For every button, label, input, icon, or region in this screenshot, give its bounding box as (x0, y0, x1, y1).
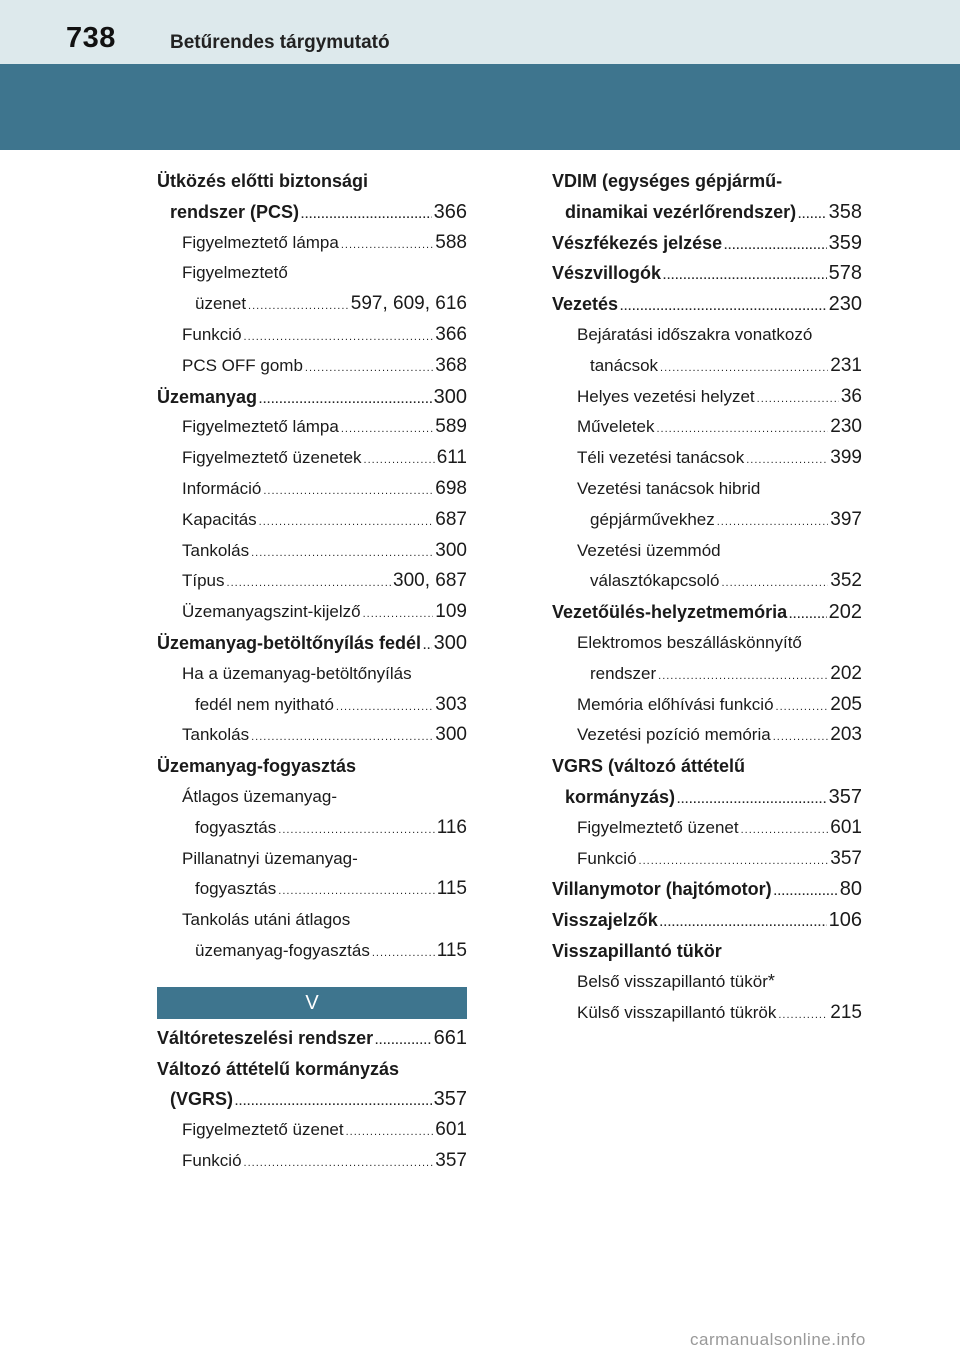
index-subentry (552, 474, 862, 505)
entry-label: Figyelmeztető lámpa (182, 232, 339, 252)
entry-label: Kapacitás (182, 509, 257, 529)
index-subentry (157, 690, 467, 721)
entry-label: Figyelmeztető lámpa (182, 417, 339, 437)
dot-leader (620, 292, 827, 323)
index-subentry (157, 1146, 467, 1177)
page-reference: 357 (433, 1088, 467, 1111)
entry-label: VGRS (változó áttételű (552, 756, 746, 777)
index-subentry (157, 351, 467, 382)
entry-label: Funkció (182, 324, 242, 344)
entry-label: Funkció (182, 1150, 242, 1170)
index-entry (552, 197, 862, 228)
index-subentry (552, 536, 862, 567)
dot-leader (658, 661, 828, 692)
dot-leader (746, 445, 828, 476)
page-reference: 357 (828, 785, 862, 808)
index-subentry (157, 905, 467, 936)
page-reference: 698 (435, 477, 467, 499)
entry-label: Bejáratási időszakra vonatkozó (577, 324, 813, 344)
page-reference: 205 (830, 693, 862, 715)
entry-label: Típus (182, 571, 225, 591)
dot-leader (244, 322, 434, 353)
entry-label: Vészfékezés jelzése (552, 232, 723, 253)
dot-leader (773, 722, 829, 753)
entry-label: gépjárművekhez (590, 509, 715, 529)
index-subentry (157, 844, 467, 875)
entry-label: Váltóreteszelési rendszer (157, 1027, 374, 1048)
header-band (0, 64, 960, 150)
dot-leader (660, 353, 828, 384)
index-subentry (157, 320, 467, 351)
dot-leader (363, 599, 434, 630)
entry-label: Változó áttételű kormányzás (157, 1058, 400, 1079)
entry-label: Ha a üzemanyag-betöltőnyílás (182, 663, 412, 683)
index-entry (552, 289, 862, 320)
index-subentry (157, 536, 467, 567)
dot-leader (717, 507, 829, 538)
entry-label: Figyelmeztető üzenet (577, 817, 739, 837)
index-subentry (552, 813, 862, 844)
entry-label: Figyelmeztető üzenet (182, 1120, 344, 1140)
entry-label: VDIM (egységes gépjármű- (552, 171, 783, 191)
index-column-right (552, 166, 862, 1028)
page-reference: 661 (433, 1026, 467, 1049)
dot-leader (372, 938, 435, 969)
dot-leader (798, 200, 827, 231)
page-reference: 358 (828, 200, 862, 223)
entry-label: üzenet (195, 294, 247, 314)
entry-label: Tankolás utáni átlagos (182, 910, 351, 930)
entry-label: tanácsok (590, 355, 659, 375)
index-subentry (552, 566, 862, 597)
entry-label: választókapcsoló (590, 571, 720, 591)
index-entry (157, 1023, 467, 1054)
page-reference: 109 (435, 601, 467, 623)
index-entry (552, 597, 862, 628)
entry-label: Funkció (577, 848, 637, 868)
page-reference: 230 (828, 293, 862, 316)
index-subentry (552, 690, 862, 721)
entry-label: fogyasztás (195, 879, 277, 899)
page-reference: 578 (828, 262, 862, 285)
dot-leader (776, 692, 829, 723)
dot-leader (227, 568, 392, 599)
index-subentry (552, 998, 862, 1029)
dot-leader (757, 384, 839, 415)
entry-label: (VGRS) (170, 1089, 233, 1110)
index-subentry (157, 813, 467, 844)
index-subentry (157, 874, 467, 905)
dot-leader (346, 1117, 434, 1148)
section-title: Betűrendes tárgymutató (170, 32, 390, 53)
letter-section-header: V (157, 987, 467, 1019)
entry-label: Memória előhívási funkció (577, 694, 774, 714)
entry-label: Vezetési tanácsok hibrid (577, 478, 761, 498)
entry-label: rendszer (PCS) (170, 201, 300, 222)
dot-leader (244, 1148, 434, 1179)
page-reference: 115 (436, 878, 467, 900)
entry-label: Ütközés előtti biztonsági (157, 171, 369, 191)
index-entry (552, 905, 862, 936)
dot-leader (741, 815, 829, 846)
index-subentry (157, 1115, 467, 1146)
entry-label: Belső visszapillantó tükör (577, 971, 768, 991)
entry-label: Elektromos beszálláskönnyítő (577, 632, 802, 652)
page-reference: 399 (830, 447, 862, 469)
index-subentry (157, 782, 467, 813)
page-reference: 116 (436, 816, 467, 838)
entry-label: fedél nem nyitható (195, 694, 334, 714)
index-entry (552, 936, 862, 967)
entry-label: Vezetési üzemmód (577, 540, 721, 560)
index-entry (552, 751, 862, 782)
page-reference: 397 (830, 508, 862, 530)
entry-label: fogyasztás (195, 817, 277, 837)
page-reference: 589 (435, 416, 467, 438)
page-reference: 300 (433, 385, 467, 408)
index-subentry (552, 320, 862, 351)
entry-label: Tankolás (182, 725, 250, 745)
entry-label: Külső visszapillantó tükrök (577, 1002, 777, 1022)
dot-leader (364, 445, 435, 476)
page-reference: 231 (830, 354, 862, 376)
dot-leader (656, 414, 828, 445)
index-subentry (157, 659, 467, 690)
entry-label: rendszer (590, 663, 657, 683)
page-reference: 352 (830, 570, 862, 592)
entry-label: Információ (182, 478, 262, 498)
entry-label: PCS OFF gomb (182, 355, 303, 375)
watermark: carmanualsonline.info (690, 1330, 866, 1349)
index-subentry (552, 412, 862, 443)
index-entry (157, 751, 467, 782)
index-entry (552, 258, 862, 289)
page-reference: 300, 687 (393, 570, 467, 592)
page-reference: 359 (828, 231, 862, 254)
page-reference: 203 (830, 724, 862, 746)
page-reference: 588 (435, 231, 467, 253)
index-subentry (157, 474, 467, 505)
page-reference: 357 (435, 1149, 467, 1171)
index-subentry (157, 597, 467, 628)
index-subentry (157, 505, 467, 536)
dot-leader (789, 600, 827, 631)
dot-leader (639, 846, 829, 877)
header-bar (0, 0, 960, 64)
dot-leader (305, 353, 433, 384)
page-reference: 36 (840, 385, 862, 407)
index-subentry (157, 228, 467, 259)
page-reference: 215 (830, 1001, 862, 1023)
index-entry (157, 1084, 467, 1115)
page-reference: 300 (435, 539, 467, 561)
dot-leader (724, 231, 827, 262)
page-reference: 357 (830, 847, 862, 869)
page-reference: 300 (433, 631, 467, 654)
index-subentry (552, 505, 862, 536)
index-entry (157, 197, 467, 228)
entry-label: Vezetőülés-helyzetmemória (552, 602, 788, 623)
dot-leader (278, 876, 434, 907)
dot-leader (774, 877, 838, 908)
page-reference: 106 (828, 909, 862, 932)
index-column-left (157, 166, 467, 1177)
entry-label: Műveletek (577, 417, 655, 437)
index-entry (157, 166, 467, 197)
dot-leader (263, 476, 433, 507)
page-reference: 303 (435, 693, 467, 715)
dot-leader (301, 200, 432, 231)
entry-label: Helyes vezetési helyzet (577, 386, 755, 406)
index-entry (157, 628, 467, 659)
dot-leader (721, 568, 828, 599)
index-subentry (157, 258, 467, 289)
entry-label: Vészvillogók (552, 263, 662, 284)
dot-leader (336, 692, 433, 723)
dot-leader (677, 785, 827, 816)
dot-leader (259, 385, 432, 416)
entry-label: Visszajelzők (552, 910, 658, 931)
entry-label: Villanymotor (hajtómotor) (552, 879, 772, 900)
page-reference: 300 (435, 724, 467, 746)
dot-leader (423, 631, 432, 662)
entry-label: Visszapillantó tükör (552, 940, 722, 961)
index-entry (157, 1054, 467, 1085)
index-subentry (552, 351, 862, 382)
index-subentry (157, 720, 467, 751)
dot-leader (259, 507, 434, 538)
dot-leader (341, 230, 433, 261)
page-reference: 230 (830, 416, 862, 438)
index-subentry (552, 628, 862, 659)
entry-label: Pillanatnyi üzemanyag- (182, 848, 358, 868)
dot-leader (235, 1087, 432, 1118)
entry-label: Üzemanyag-fogyasztás (157, 756, 357, 777)
dot-leader (375, 1026, 432, 1057)
page-reference: 115 (436, 939, 467, 961)
entry-label: üzemanyag-fogyasztás (195, 940, 370, 960)
index-subentry: Belső visszapillantó tükör * (552, 967, 862, 998)
page-reference: 366 (433, 200, 467, 223)
dot-leader (778, 1000, 828, 1031)
page-reference: 597, 609, 616 (350, 293, 467, 315)
page-reference: 368 (435, 354, 467, 376)
entry-label: Üzemanyagszint-kijelző (182, 602, 361, 622)
index-subentry (157, 412, 467, 443)
entry-label: dinamikai vezérlőrendszer) (565, 201, 797, 222)
entry-label: Figyelmeztető üzenetek (182, 448, 362, 468)
index-entry (552, 782, 862, 813)
dot-leader (248, 291, 349, 322)
index-subentry (552, 720, 862, 751)
index-subentry (552, 659, 862, 690)
page-reference: 611 (436, 447, 467, 469)
page-number: 738 (66, 22, 116, 54)
page-reference: 601 (435, 1119, 467, 1141)
dot-leader (341, 414, 433, 445)
index-subentry (157, 936, 467, 967)
entry-label: Üzemanyag (157, 386, 258, 407)
page-reference: 80 (839, 878, 862, 901)
page-reference: 366 (435, 323, 467, 345)
page-reference: 687 (435, 508, 467, 530)
entry-label: Figyelmeztető (182, 263, 288, 283)
index-entry (552, 874, 862, 905)
entry-label: Tankolás (182, 540, 250, 560)
entry-label: Üzemanyag-betöltőnyílás fedél (157, 632, 422, 653)
index-entry (157, 382, 467, 413)
page-reference: 202 (830, 662, 862, 684)
index-subentry (552, 382, 862, 413)
index-subentry (552, 443, 862, 474)
entry-label: Vezetés (552, 294, 619, 315)
index-subentry (157, 566, 467, 597)
page-reference: 601 (830, 816, 862, 838)
dot-leader (251, 722, 433, 753)
entry-label: Vezetési pozíció memória (577, 725, 771, 745)
index-subentry (552, 844, 862, 875)
index-subentry (157, 443, 467, 474)
dot-leader (660, 908, 827, 939)
dot-leader (251, 538, 433, 569)
index-subentry (157, 289, 467, 320)
dot-leader (663, 261, 827, 292)
entry-label: kormányzás) (565, 786, 676, 807)
entry-label: Téli vezetési tanácsok (577, 448, 745, 468)
entry-label: Átlagos üzemanyag- (182, 786, 337, 806)
page-reference: 202 (828, 601, 862, 624)
dot-leader (278, 815, 434, 846)
index-entry (552, 166, 862, 197)
index-entry (552, 228, 862, 259)
